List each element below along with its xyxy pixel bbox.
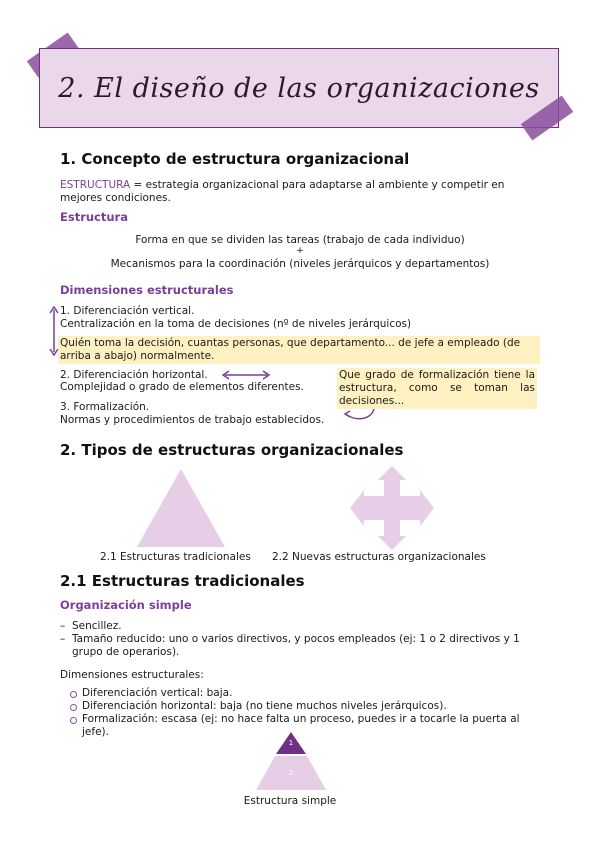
- label-nuevas-estructuras: 2.2 Nuevas estructuras organizacionales: [272, 551, 486, 563]
- dim-1-title: 1. Diferenciación vertical.: [60, 305, 195, 317]
- formula-plus: +: [296, 246, 304, 256]
- estructura-definition: [60, 179, 540, 205]
- list-item: Diferenciación horizontal: baja (no tiene muchos niveles jerárquicos).: [70, 700, 540, 713]
- dim-1-text: Centralización en la toma de decisiones (nº de niveles jerárquicos): [60, 318, 412, 330]
- bullet-tamano: [60, 633, 540, 659]
- bullet-sencillez: [60, 620, 540, 633]
- dash-icon: –: [60, 633, 66, 645]
- pyramid-level-2-label: 2: [288, 769, 294, 777]
- section-2-heading: 2. Tipos de estructuras organizacionales: [60, 441, 404, 459]
- caption-estructura-simple: Estructura simple: [243, 795, 337, 807]
- label-estructuras-tradicionales: 2.1 Estructuras tradicionales: [100, 551, 251, 563]
- curved-arrow-icon: [342, 405, 376, 423]
- bullet-sencillez-text: Sencillez.: [72, 620, 122, 632]
- formalization-side-note: Que grado de formalización tiene la estructura, como se toman las decisiones...: [339, 369, 535, 407]
- list-item: Formalización: escasa (ej: no hace falta un proceso, puedes ir a tocarle la puerta al jefe).: [70, 713, 540, 739]
- dim-2-title: 2. Diferenciación horizontal.: [60, 369, 208, 381]
- estructura-definition-text: = estrategia organizacional para adaptarse al ambiente y competir en mejores condiciones.: [60, 179, 505, 204]
- section-1-heading: 1. Concepto de estructura organizacional: [60, 150, 410, 168]
- four-way-arrows-shape: [350, 466, 434, 550]
- subheading-dimensiones: Dimensiones estructurales: [60, 283, 234, 297]
- dim-3-text: Normas y procedimientos de trabajo establecidos.: [60, 414, 325, 426]
- subheading-estructura: Estructura: [60, 210, 128, 224]
- pyramid-level-1-label: 1: [288, 739, 294, 747]
- dash-icon: –: [60, 620, 66, 632]
- dim-1-note: Quién toma la decisión, cuantas personas, que departamento... de jefe a empleado (de arriba a abajo) normalmente.: [58, 336, 540, 364]
- formula-line-1: Forma en que se dividen las tareas (trabajo de cada individuo): [135, 234, 465, 246]
- estructura-term: ESTRUCTURA: [60, 179, 131, 191]
- formula-line-2: Mecanismos para la coordinación (niveles jerárquicos y departamentos): [110, 258, 490, 270]
- bullet-tamano-text: Tamaño reducido: uno o varios directivos, y pocos empleados (ej: 1 o 2 directivos y 1 grupo de operarios).: [72, 633, 520, 658]
- triangle-shape: [137, 469, 225, 547]
- subheading-organizacion-simple: Organización simple: [60, 598, 192, 612]
- dims-label: Dimensiones estructurales:: [60, 669, 204, 681]
- horizontal-double-arrow-icon: [222, 370, 270, 380]
- dim-3-title: 3. Formalización.: [60, 401, 150, 413]
- list-item: Diferenciación vertical: baja.: [70, 687, 540, 700]
- page-title: 2. El diseño de las organizaciones: [58, 72, 540, 104]
- dim-2-text: Complejidad o grado de elementos diferentes.: [60, 381, 304, 393]
- section-2-1-heading: 2.1 Estructuras tradicionales: [60, 572, 305, 590]
